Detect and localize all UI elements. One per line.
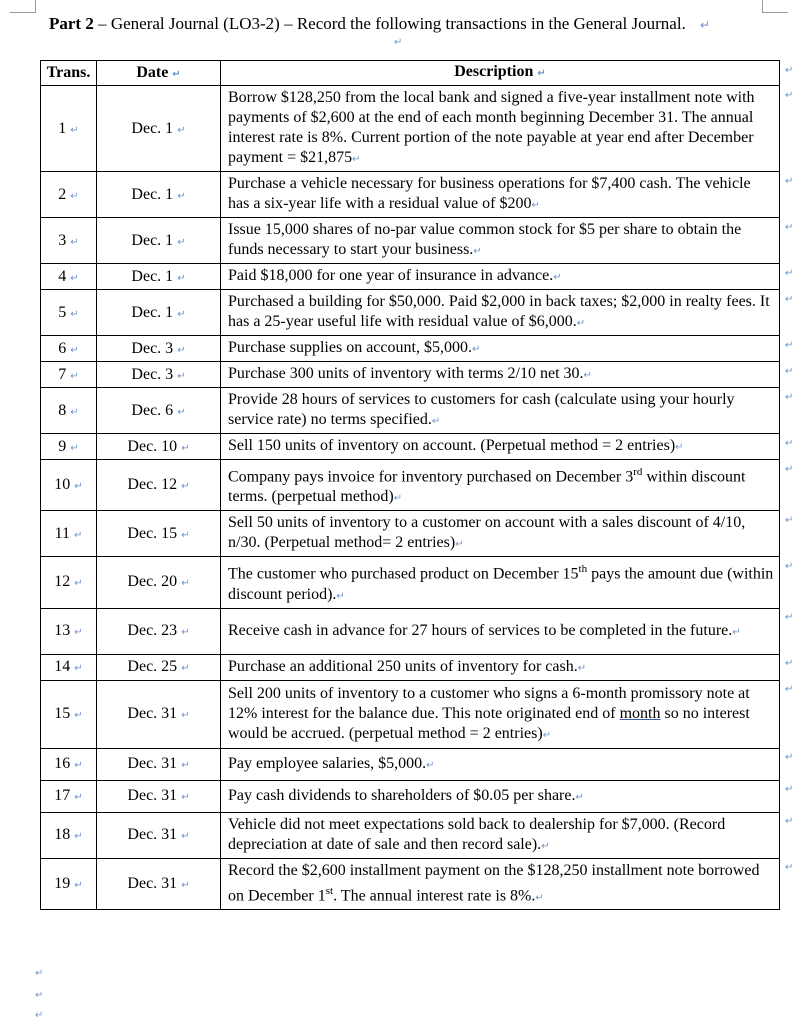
date-value: Dec. 12: [127, 476, 178, 494]
date-cell: [97, 780, 221, 812]
cell-mark-icon: ↵: [181, 481, 190, 493]
trans-cell: [41, 86, 97, 172]
cell-mark-icon: ↵: [70, 124, 79, 136]
date-value: Dec. 3: [131, 365, 174, 383]
trans-number: 14: [54, 658, 71, 676]
trans-number: 4: [58, 267, 67, 285]
row-end-mark-icon: ↵: [785, 221, 794, 233]
date-cell: [97, 172, 221, 218]
cell-mark-icon: ↵: [181, 792, 190, 804]
cell-mark-icon: ↵: [181, 627, 190, 639]
date-value: Dec. 6: [131, 401, 174, 419]
trans-cell: [41, 608, 97, 654]
date-value: Dec. 15: [127, 524, 178, 542]
description-text: Provide 28 hours of services to customers for cash (calculate using your hourly service rate) no terms specified.: [228, 391, 735, 428]
cell-mark-icon: ↵: [675, 442, 684, 453]
cell-mark-icon: ↵: [74, 710, 83, 722]
row-end-mark-icon: ↵: [785, 175, 794, 187]
cell-mark-icon: ↵: [537, 68, 546, 79]
paragraph-mark-icon: ↵: [35, 990, 44, 1001]
trans-cell: [41, 780, 97, 812]
description-cell: [221, 362, 780, 388]
cell-mark-icon: ↵: [576, 318, 586, 329]
description-cell: [221, 290, 780, 336]
table-row: [41, 748, 780, 780]
description-cell: [221, 748, 780, 780]
description-text: Paid $18,000 for one year of insurance in advance.: [228, 267, 554, 284]
cell-mark-icon: ↵: [177, 308, 186, 320]
cell-mark-icon: ↵: [181, 529, 190, 541]
row-end-mark-icon: ↵: [785, 89, 794, 101]
description-text: Borrow $128,250 from the local bank and signed a five-year installment note with payments of $2,600 at the end of each month beginning December 31. The annual interest rate is 8%. Current portion of the note payable at year end after December payment = $21,875: [228, 89, 755, 166]
table-row: [41, 388, 780, 434]
trans-number: 11: [54, 524, 70, 542]
trans-cell: [41, 812, 97, 858]
table-row: [41, 336, 780, 362]
trans-number: 2: [58, 185, 67, 203]
cell-mark-icon: ↵: [70, 236, 79, 248]
cell-mark-icon: ↵: [577, 662, 587, 674]
cell-mark-icon: ↵: [732, 626, 741, 638]
trans-number: 6: [58, 339, 67, 357]
trans-cell: [41, 172, 97, 218]
description-text: Pay employee salaries, $5,000.: [228, 754, 427, 772]
cell-mark-icon: ↵: [471, 344, 481, 355]
cell-mark-icon: ↵: [181, 442, 190, 454]
description-cell: [221, 218, 780, 264]
date-cell: [97, 290, 221, 336]
date-cell: [97, 362, 221, 388]
cell-mark-icon: ↵: [535, 891, 544, 903]
trans-number: 8: [58, 401, 67, 419]
trans-number: 18: [54, 826, 71, 844]
description-text: Purchase supplies on account, $5,000.: [228, 339, 472, 356]
description-text: Issue 15,000 shares of no-par value common stock for $5 per share to obtain the funds necessary to start your business.: [228, 221, 742, 258]
table-header-row: [41, 61, 780, 86]
description-cell: [221, 557, 780, 608]
description-cell: [221, 654, 780, 680]
description-text: Receive cash in advance for 27 hours of services to be completed in the future.: [228, 621, 733, 639]
row-end-mark-icon: ↵: [785, 784, 794, 796]
cell-mark-icon: ↵: [74, 879, 83, 891]
date-cell: [97, 388, 221, 434]
cell-mark-icon: ↵: [473, 246, 482, 257]
description-cell: [221, 780, 780, 812]
description-text: Company pays invoice for inventory purchased on December 3: [228, 468, 634, 486]
cell-mark-icon: ↵: [74, 481, 83, 493]
row-end-mark-icon: ↵: [785, 463, 794, 475]
trans-number: 13: [54, 622, 71, 640]
description-text: Record the $2,600 installment payment on the $128,250 installment note borrowed on December 1: [228, 861, 760, 904]
cell-mark-icon: ↵: [426, 759, 435, 771]
row-end-mark-icon: ↵: [785, 612, 794, 624]
cell-mark-icon: ↵: [74, 792, 83, 804]
date-value: Dec. 31: [127, 755, 178, 773]
date-cell: [97, 748, 221, 780]
description-text: Purchase an additional 250 units of inventory for cash.: [228, 657, 578, 675]
trans-cell: [41, 557, 97, 608]
page-corner-mark-right: [762, 0, 788, 13]
date-cell: [97, 858, 221, 909]
trans-number: 9: [58, 437, 67, 455]
trans-number: 5: [58, 303, 67, 321]
cell-mark-icon: ↵: [74, 529, 83, 541]
cell-mark-icon: ↵: [74, 627, 83, 639]
cell-mark-icon: ↵: [177, 190, 186, 202]
cell-mark-icon: ↵: [74, 578, 83, 590]
cell-mark-icon: ↵: [177, 236, 186, 248]
description-text: Sell 200 units of inventory to a customer who signs a 6-month promissory note at 12% interest for the balance due. This note originated end of: [228, 684, 750, 722]
trans-cell: [41, 654, 97, 680]
date-cell: [97, 654, 221, 680]
cell-mark-icon: ↵: [70, 344, 79, 356]
table-row: [41, 434, 780, 460]
cell-mark-icon: ↵: [177, 370, 186, 382]
trans-number: 19: [54, 874, 71, 892]
date-value: Dec. 31: [127, 787, 178, 805]
description-cell: [221, 434, 780, 460]
cell-mark-icon: ↵: [393, 493, 403, 505]
description-cell: [221, 511, 780, 557]
transactions-table: [40, 60, 780, 910]
trans-cell: [41, 460, 97, 511]
trans-cell: [41, 858, 97, 909]
date-value: Dec. 1: [131, 303, 174, 321]
page-corner-mark-left: [10, 0, 36, 13]
header-description-label: Description: [454, 63, 534, 80]
trans-cell: [41, 264, 97, 290]
paragraph-mark-icon: ↵: [35, 968, 44, 979]
row-end-mark-icon: ↵: [785, 339, 794, 351]
cell-mark-icon: ↵: [541, 840, 550, 852]
date-value: Dec. 20: [127, 573, 178, 591]
description-cell: [221, 680, 780, 748]
cell-mark-icon: ↵: [575, 791, 584, 803]
table-row: [41, 290, 780, 336]
cell-mark-icon: ↵: [70, 190, 79, 202]
cell-mark-icon: ↵: [531, 200, 540, 211]
date-value: Dec. 31: [127, 705, 178, 723]
trans-cell: [41, 290, 97, 336]
description-text: Purchase a vehicle necessary for business operations for $7,400 cash. The vehicle has a six-year life with a residual value of $200: [228, 175, 751, 212]
trans-cell: [41, 218, 97, 264]
row-end-mark-icon: ↵: [785, 560, 794, 572]
description-cell: [221, 172, 780, 218]
date-cell: [97, 608, 221, 654]
ordinal-suffix: rd: [633, 466, 643, 478]
date-value: Dec. 1: [131, 119, 174, 137]
cell-mark-icon: ↵: [74, 663, 83, 675]
trans-number: 1: [58, 119, 67, 137]
date-value: Dec. 10: [127, 437, 178, 455]
trans-cell: [41, 434, 97, 460]
row-end-mark-icon: ↵: [785, 514, 794, 526]
date-cell: [97, 557, 221, 608]
table-row: [41, 172, 780, 218]
cell-mark-icon: ↵: [177, 406, 186, 418]
date-cell: [97, 264, 221, 290]
date-cell: [97, 86, 221, 172]
description-text: . The annual interest rate is 8%.: [333, 886, 536, 904]
description-text: Sell 150 units of inventory on account. (Perpetual method = 2 entries): [228, 437, 676, 454]
table-row: [41, 812, 780, 858]
date-cell: [97, 460, 221, 511]
table-row: [41, 680, 780, 748]
table-row: [41, 264, 780, 290]
cell-mark-icon: ↵: [455, 539, 464, 551]
date-cell: [97, 812, 221, 858]
row-end-mark-icon: ↵: [785, 365, 794, 377]
header-description: [221, 61, 780, 86]
description-cell: [221, 86, 780, 172]
date-value: Dec. 25: [127, 658, 178, 676]
description-text: within discount terms. (perpetual method): [228, 468, 746, 506]
cell-mark-icon: ↵: [181, 578, 190, 590]
table-row: [41, 858, 780, 909]
trans-number: 7: [58, 365, 67, 383]
cell-mark-icon: ↵: [70, 442, 79, 454]
cell-mark-icon: ↵: [181, 831, 190, 843]
underlined-word: month: [619, 704, 661, 722]
header-date: [97, 61, 221, 86]
cell-mark-icon: ↵: [181, 710, 190, 722]
row-end-mark-icon: ↵: [785, 437, 794, 449]
description-text: Purchased a building for $50,000. Paid $2,000 in back taxes; $2,000 in realty fees. It has a 25-year useful life with residual value of $6,000.: [228, 293, 770, 330]
trans-cell: [41, 362, 97, 388]
trans-cell: [41, 388, 97, 434]
row-end-mark-icon: ↵: [785, 862, 794, 874]
description-cell: [221, 460, 780, 511]
cell-mark-icon: ↵: [70, 406, 79, 418]
row-end-mark-icon: ↵: [785, 752, 794, 764]
date-cell: [97, 218, 221, 264]
table-row: [41, 218, 780, 264]
date-cell: [97, 680, 221, 748]
table-row: [41, 511, 780, 557]
trans-number: 12: [54, 573, 71, 591]
description-text: Sell 50 units of inventory to a customer on account with a sales discount of 4/10, n/30. (Perpetual method= 2 entries): [228, 514, 746, 552]
title-part-label: Part 2: [49, 14, 94, 33]
header-date-label: Date: [136, 64, 169, 81]
cell-mark-icon: ↵: [181, 879, 190, 891]
date-value: Dec. 1: [131, 231, 174, 249]
table-row: [41, 557, 780, 608]
ordinal-suffix: st: [325, 884, 334, 897]
paragraph-mark-icon: ↵: [394, 37, 403, 48]
description-text: Vehicle did not meet expectations sold back to dealership for $7,000. (Record depreciation at date of sale and then record sale).: [228, 815, 726, 853]
description-text: Purchase 300 units of inventory with terms 2/10 net 30.: [228, 365, 584, 382]
date-value: Dec. 31: [127, 826, 178, 844]
cell-mark-icon: ↵: [70, 272, 79, 284]
trans-number: 17: [54, 787, 71, 805]
description-cell: [221, 608, 780, 654]
cell-mark-icon: ↵: [181, 663, 190, 675]
trans-cell: [41, 680, 97, 748]
trans-number: 3: [58, 231, 67, 249]
date-value: Dec. 23: [127, 622, 178, 640]
header-trans: Trans.: [41, 61, 97, 86]
cell-mark-icon: ↵: [74, 831, 83, 843]
description-text: so no interest would be accrued. (perpetual method = 2 entries): [228, 704, 750, 742]
row-end-mark-icon: ↵: [785, 267, 794, 279]
description-cell: [221, 264, 780, 290]
description-cell: [221, 812, 780, 858]
date-cell: [97, 434, 221, 460]
cell-mark-icon: ↵: [177, 124, 186, 136]
cell-mark-icon: ↵: [172, 69, 181, 80]
cell-mark-icon: ↵: [181, 760, 190, 772]
description-cell: [221, 336, 780, 362]
table-row: [41, 86, 780, 172]
ordinal-suffix: th: [578, 563, 588, 576]
description-text: The customer who purchased product on December 15: [228, 565, 579, 583]
table-row: [41, 460, 780, 511]
trans-number: 16: [54, 755, 71, 773]
table-row: [41, 362, 780, 388]
row-end-mark-icon: ↵: [785, 658, 794, 670]
cell-mark-icon: ↵: [542, 729, 552, 741]
description-cell: [221, 858, 780, 909]
cell-mark-icon: ↵: [553, 272, 562, 283]
cell-mark-icon: ↵: [352, 154, 361, 165]
table-row: [41, 780, 780, 812]
row-end-mark-icon: ↵: [785, 684, 794, 696]
row-end-mark-icon: ↵: [785, 391, 794, 403]
date-value: Dec. 1: [131, 185, 174, 203]
date-value: Dec. 3: [131, 339, 174, 357]
row-end-mark-icon: ↵: [785, 64, 794, 76]
description-text: Pay cash dividends to shareholders of $0.05 per share.: [228, 786, 576, 804]
cell-mark-icon: ↵: [431, 416, 441, 427]
title-text: – General Journal (LO3-2) – Record the following transactions in the General Journal.: [93, 14, 686, 33]
row-end-mark-icon: ↵: [785, 816, 794, 828]
date-value: Dec. 1: [131, 267, 174, 285]
cell-mark-icon: ↵: [177, 272, 186, 284]
cell-mark-icon: ↵: [70, 370, 79, 382]
cell-mark-icon: ↵: [177, 344, 186, 356]
cell-mark-icon: ↵: [583, 370, 592, 381]
description-cell: [221, 388, 780, 434]
date-cell: [97, 336, 221, 362]
trans-cell: [41, 511, 97, 557]
cell-mark-icon: ↵: [74, 760, 83, 772]
trans-number: 10: [54, 476, 71, 494]
trans-cell: [41, 336, 97, 362]
paragraph-mark-icon: ↵: [35, 1010, 44, 1021]
cell-mark-icon: ↵: [70, 308, 79, 320]
trans-cell: [41, 748, 97, 780]
description-text: pays the amount due (within discount period).: [228, 565, 774, 603]
page-title: [49, 14, 710, 34]
table-row: [41, 654, 780, 680]
paragraph-mark-icon: ↵: [699, 18, 710, 32]
table-row: [41, 608, 780, 654]
date-cell: [97, 511, 221, 557]
cell-mark-icon: ↵: [336, 590, 345, 602]
date-value: Dec. 31: [127, 874, 178, 892]
trans-number: 15: [54, 705, 71, 723]
row-end-mark-icon: ↵: [785, 293, 794, 305]
